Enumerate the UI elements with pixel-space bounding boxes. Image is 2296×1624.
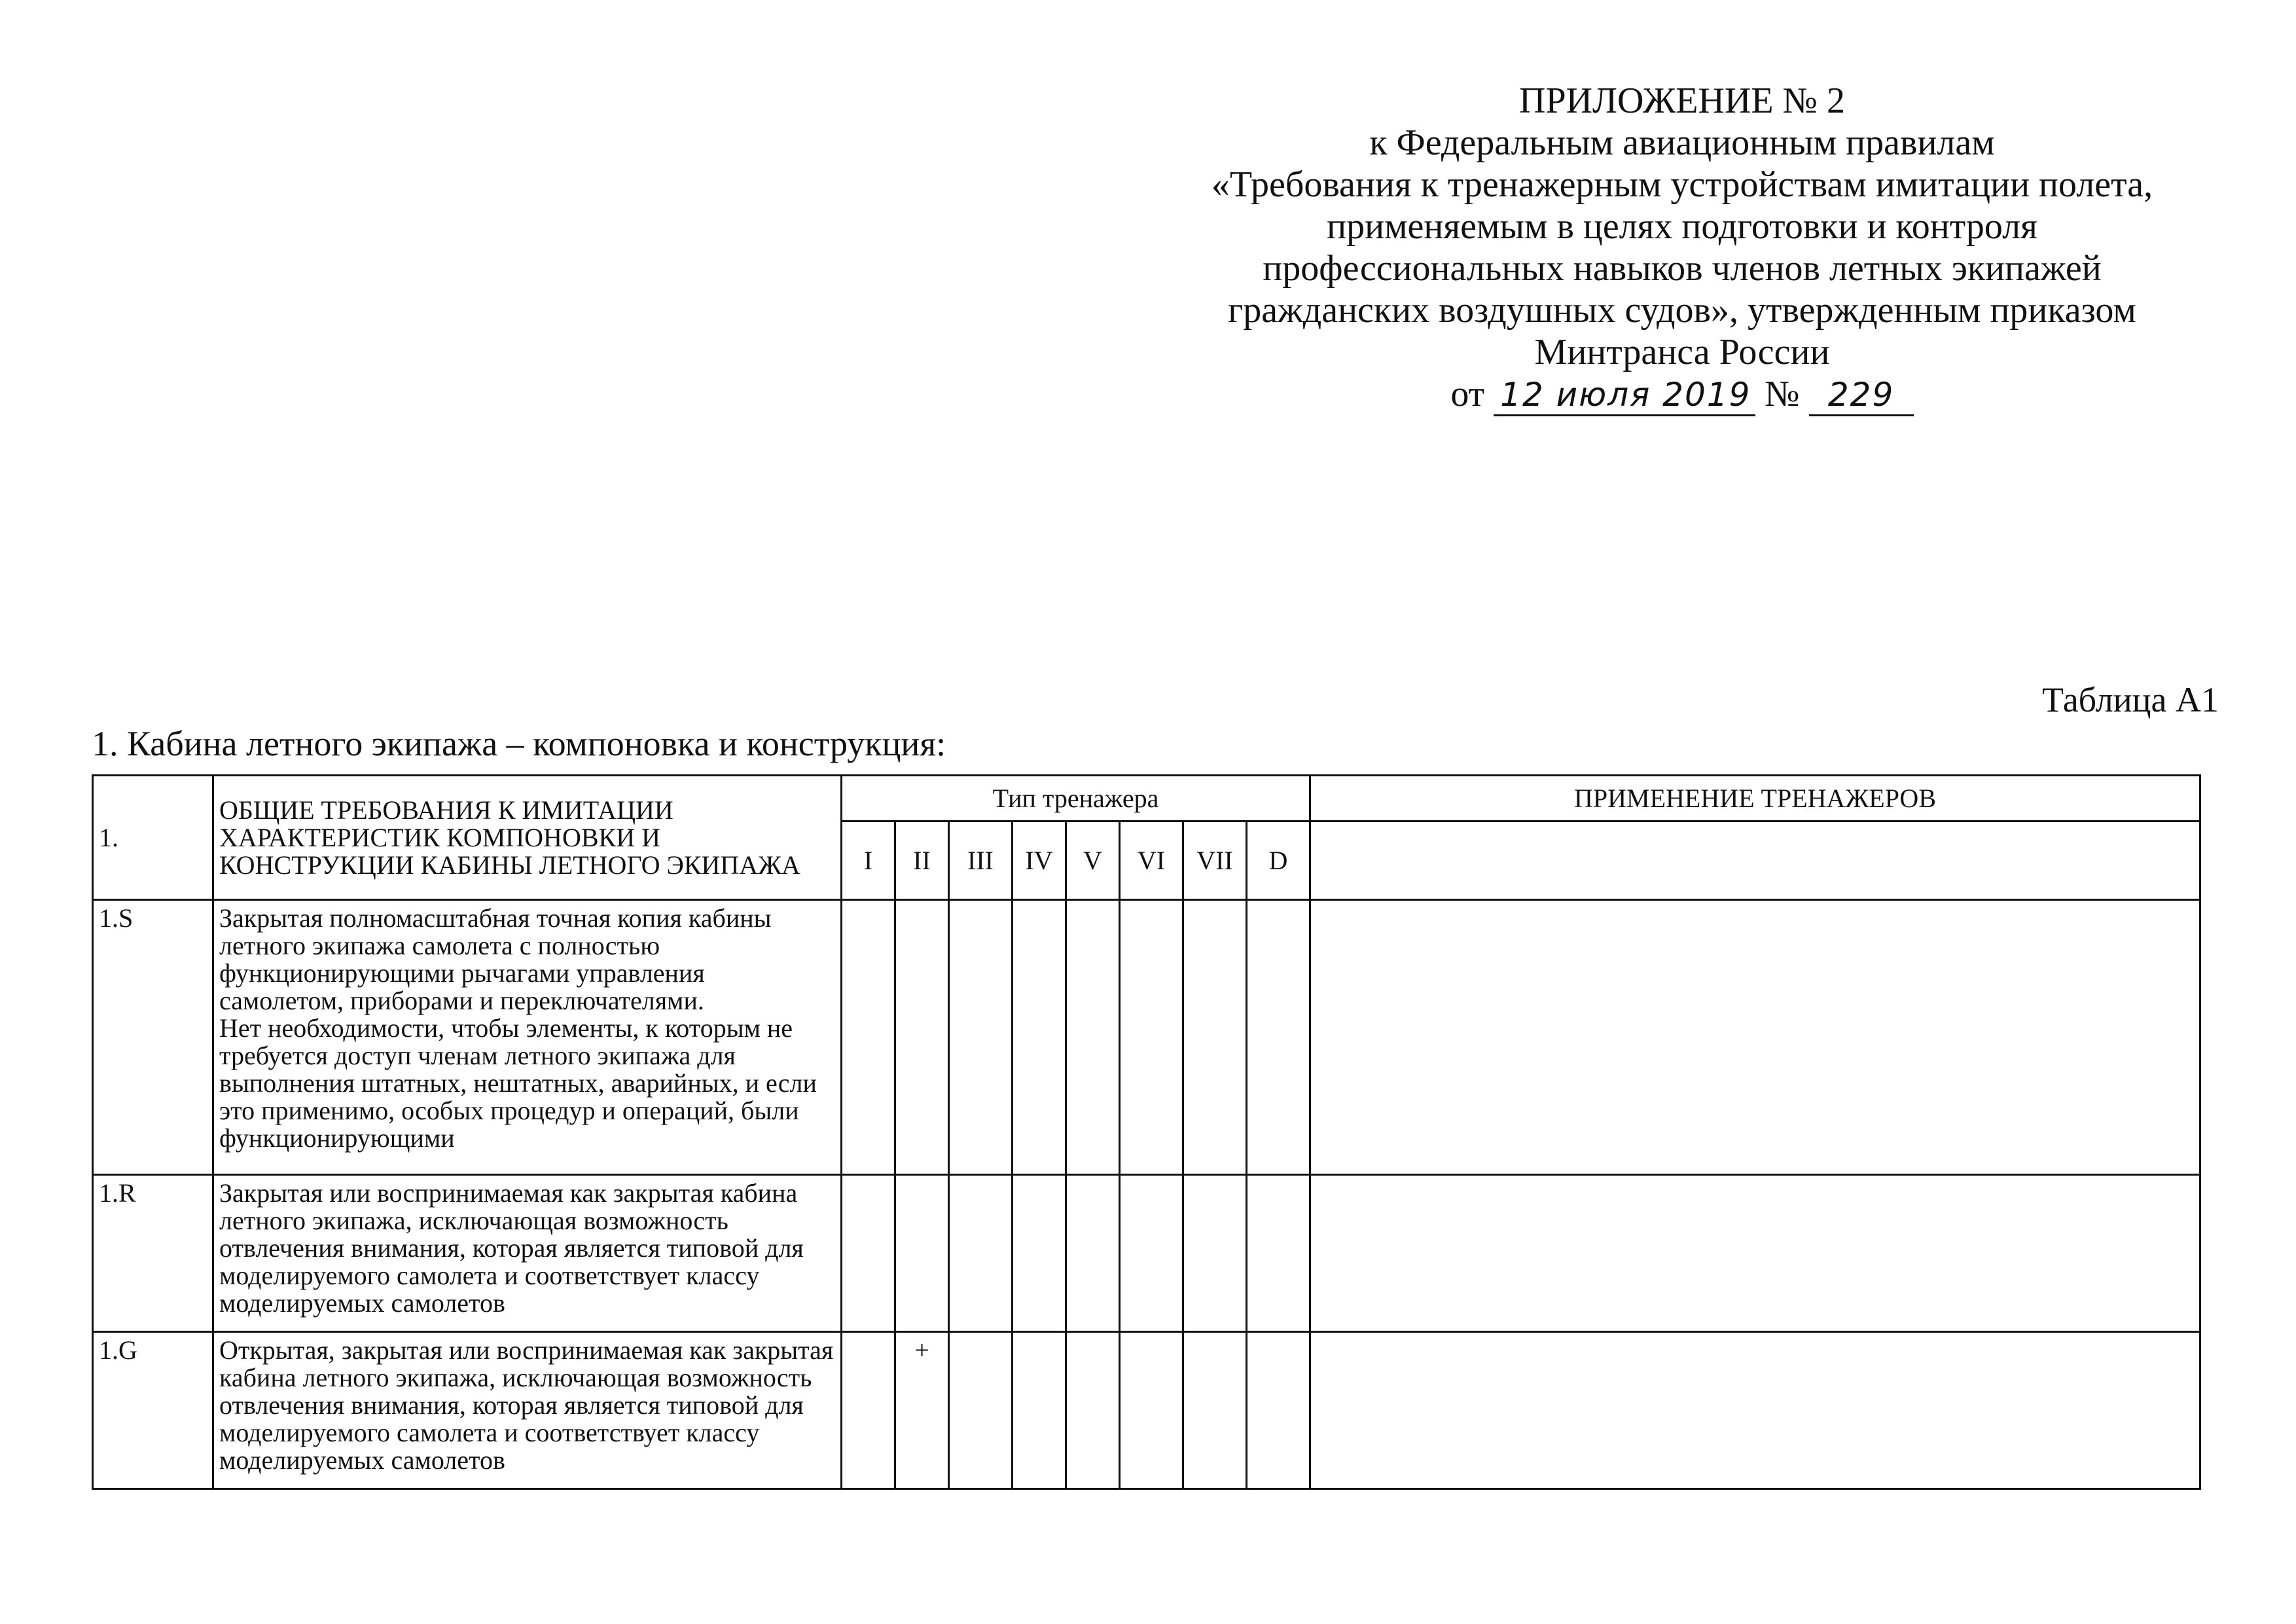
type-col-header: VII: [1183, 821, 1247, 900]
application-header: ПРИМЕНЕНИЕ ТРЕНАЖЕРОВ: [1310, 776, 2200, 821]
row-mark: [949, 1332, 1013, 1489]
type-col-header: II: [895, 821, 949, 900]
row-mark: [1247, 1175, 1310, 1332]
row-mark: [1013, 900, 1066, 1175]
row-mark: [895, 900, 949, 1175]
row-mark: [949, 900, 1013, 1175]
table-row: [93, 900, 2200, 1175]
appendix-header: [1165, 80, 2199, 416]
row-mark: [1120, 1332, 1183, 1489]
row-text: [213, 900, 842, 1175]
row-mark: [1247, 900, 1310, 1175]
requirements-table: [92, 774, 2201, 1490]
table-header-row-1: [93, 776, 2200, 821]
row-mark: [842, 900, 895, 1175]
row-mark: [949, 1175, 1013, 1332]
appendix-title: ПРИЛОЖЕНИЕ № 2: [1519, 81, 1845, 121]
header-line-1: к Федеральным авиационным правилам: [1369, 122, 1995, 163]
row-text: [213, 1175, 842, 1332]
row-application: [1310, 1332, 2200, 1489]
row-text: [213, 1332, 842, 1489]
header-line-4: профессиональных навыков членов летных экипажей: [1263, 248, 2102, 289]
row-mark: [1120, 1175, 1183, 1332]
application-subheader: [1310, 821, 2200, 900]
header-line-5: гражданских воздушных судов», утвержденным приказом: [1228, 290, 2136, 331]
row-mark: [895, 1175, 949, 1332]
row-mark: [1120, 900, 1183, 1175]
row-code: 1.G: [93, 1332, 213, 1489]
row-mark: [1013, 1175, 1066, 1332]
row-mark: [1183, 1332, 1247, 1489]
row-application: [1310, 1175, 2200, 1332]
handwritten-number: 229: [1809, 375, 1914, 416]
row-mark: [1066, 900, 1120, 1175]
order-date-line: [1165, 373, 2199, 416]
type-col-header: VI: [1120, 821, 1183, 900]
row-text-content: Закрытая полномасштабная точная копия кабины летного экипажа самолета с полностью функционирующими рычагами управления самолетом, приборами и переключателями. Нет необходимости, чтобы элементы, к которым не требуется доступ членам летного экипажа для выполнения штатных, нештатных, аварийных, и если это применимо, особых процедур и операций, были функционирующими: [219, 903, 817, 1153]
row-mark: [842, 1175, 895, 1332]
row-mark: [1183, 1175, 1247, 1332]
number-prefix: №: [1765, 374, 1800, 414]
table-caption: Таблица А1: [2042, 680, 2219, 719]
row-application: [1310, 900, 2200, 1175]
header-line-6: Минтранса России: [1534, 332, 1830, 372]
row-code: 1.S: [93, 900, 213, 1175]
row-mark: [1066, 1332, 1120, 1489]
table-row: [93, 1332, 2200, 1489]
table-row: [93, 1175, 2200, 1332]
type-col-header: V: [1066, 821, 1120, 900]
type-col-header: IV: [1013, 821, 1066, 900]
header-line-2: «Требования к тренажерным устройствам имитации полета,: [1211, 164, 2153, 205]
col-number-header: 1.: [93, 776, 213, 900]
row-mark: [1013, 1332, 1066, 1489]
col-general-header: ОБЩИЕ ТРЕБОВАНИЯ К ИМИТАЦИИ ХАРАКТЕРИСТИК КОМПОНОВКИ И КОНСТРУКЦИИ КАБИНЫ ЛЕТНОГО ЭКИПАЖА: [213, 776, 842, 900]
header-line-3: применяемым в целях подготовки и контроля: [1327, 206, 2037, 247]
section-title: 1. Кабина летного экипажа – компоновка и конструкция:: [92, 724, 946, 763]
row-mark: [1183, 900, 1247, 1175]
row-mark: [842, 1332, 895, 1489]
type-group-header: Тип тренажера: [842, 776, 1310, 821]
row-code: 1.R: [93, 1175, 213, 1332]
handwritten-date: 12 июля 2019: [1494, 375, 1755, 416]
row-text-content: Закрытая или воспринимаемая как закрытая кабина летного экипажа, исключающая возможность отвлечения внимания, которая является типовой для моделируемого самолета и соответствует классу моделируемых самолетов: [219, 1178, 804, 1318]
type-col-header: III: [949, 821, 1013, 900]
type-col-header: I: [842, 821, 895, 900]
type-col-header: D: [1247, 821, 1310, 900]
date-prefix: от: [1450, 374, 1485, 414]
row-mark: [1247, 1332, 1310, 1489]
row-text-content: Открытая, закрытая или воспринимаемая как закрытая кабина летного экипажа, исключающая возможность отвлечения внимания, которая является типовой для моделируемого самолета и соответствует классу моделируемых самолетов: [219, 1335, 834, 1475]
row-mark: [1066, 1175, 1120, 1332]
row-mark: +: [895, 1332, 949, 1489]
